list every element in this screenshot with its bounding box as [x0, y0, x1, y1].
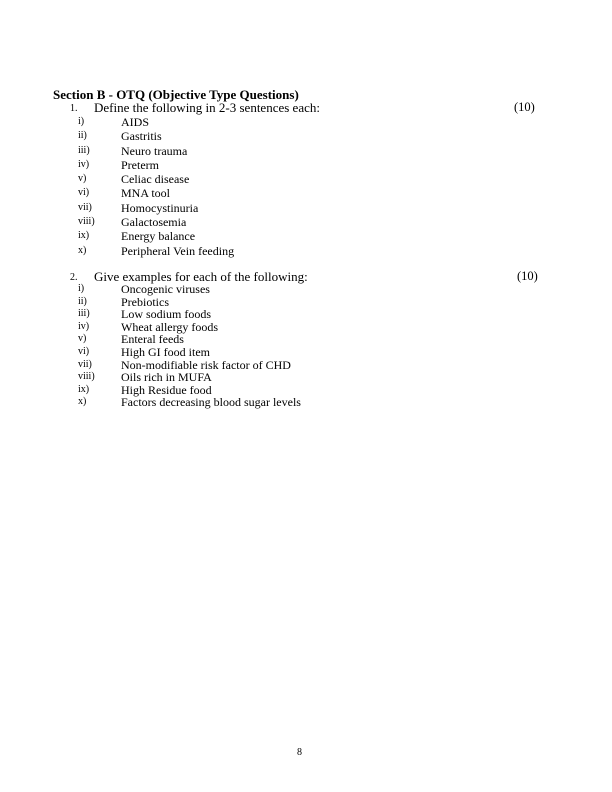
list-item-numeral: iii): [78, 144, 90, 156]
question-marks: (10): [517, 269, 538, 283]
list-item-text: Preterm: [121, 157, 159, 172]
list-item-numeral: ii): [78, 295, 87, 307]
list-item-text: High Residue food: [121, 382, 212, 397]
list-item-text: Homocystinuria: [121, 200, 199, 215]
list-item-text: Celiac disease: [121, 172, 190, 187]
list-item-text: Energy balance: [121, 229, 196, 244]
list-item-text: Neuro trauma: [121, 143, 188, 158]
section-title: Section B - OTQ (Objective Type Questions): [53, 87, 299, 102]
list-item-text: Peripheral Vein feeding: [121, 243, 235, 258]
question-number: 1.: [70, 103, 78, 114]
list-item-text: Non-modifiable risk factor of CHD: [121, 357, 291, 372]
list-item-text: MNA tool: [121, 186, 171, 201]
list-item-text: Prebiotics: [121, 294, 169, 309]
list-item-numeral: i): [78, 283, 85, 294]
list-item-numeral: iv): [78, 158, 90, 170]
question-number: 2.: [70, 272, 78, 283]
list-item-text: Factors decreasing blood sugar levels: [121, 395, 301, 410]
list-item-numeral: ii): [78, 130, 87, 142]
list-item-numeral: viii): [78, 216, 95, 228]
list-item-text: Gastritis: [121, 129, 162, 144]
list-item-text: Low sodium foods: [121, 307, 211, 322]
question-text: Give examples for each of the following:: [94, 269, 308, 284]
list-item-text: High GI food item: [121, 344, 210, 359]
list-item-numeral: vii): [78, 201, 92, 213]
list-item-text: Galactosemia: [121, 215, 187, 230]
list-item-text: Oils rich in MUFA: [121, 370, 212, 385]
list-item-numeral: v): [78, 173, 87, 185]
question-marks: (10): [514, 100, 535, 114]
list-item-text: Wheat allergy foods: [121, 319, 219, 334]
list-item-numeral: ix): [78, 383, 90, 395]
list-item-numeral: vii): [78, 358, 92, 370]
list-item-text: Enteral feeds: [121, 332, 184, 347]
list-item-numeral: i): [78, 116, 85, 127]
list-item-numeral: v): [78, 333, 87, 345]
page-number: 8: [297, 747, 302, 758]
list-item-numeral: iv): [78, 320, 90, 332]
list-item-numeral: viii): [78, 371, 95, 383]
list-item-text: Oncogenic viruses: [121, 282, 210, 296]
list-item-text: AIDS: [121, 115, 150, 129]
list-item-numeral: vi): [78, 187, 90, 199]
list-item-numeral: x): [78, 396, 87, 408]
list-item-numeral: vi): [78, 345, 90, 357]
question-text: Define the following in 2-3 sentences each:: [94, 100, 320, 115]
list-item-numeral: ix): [78, 230, 90, 242]
list-item-numeral: x): [78, 244, 87, 256]
list-item-numeral: iii): [78, 308, 90, 320]
